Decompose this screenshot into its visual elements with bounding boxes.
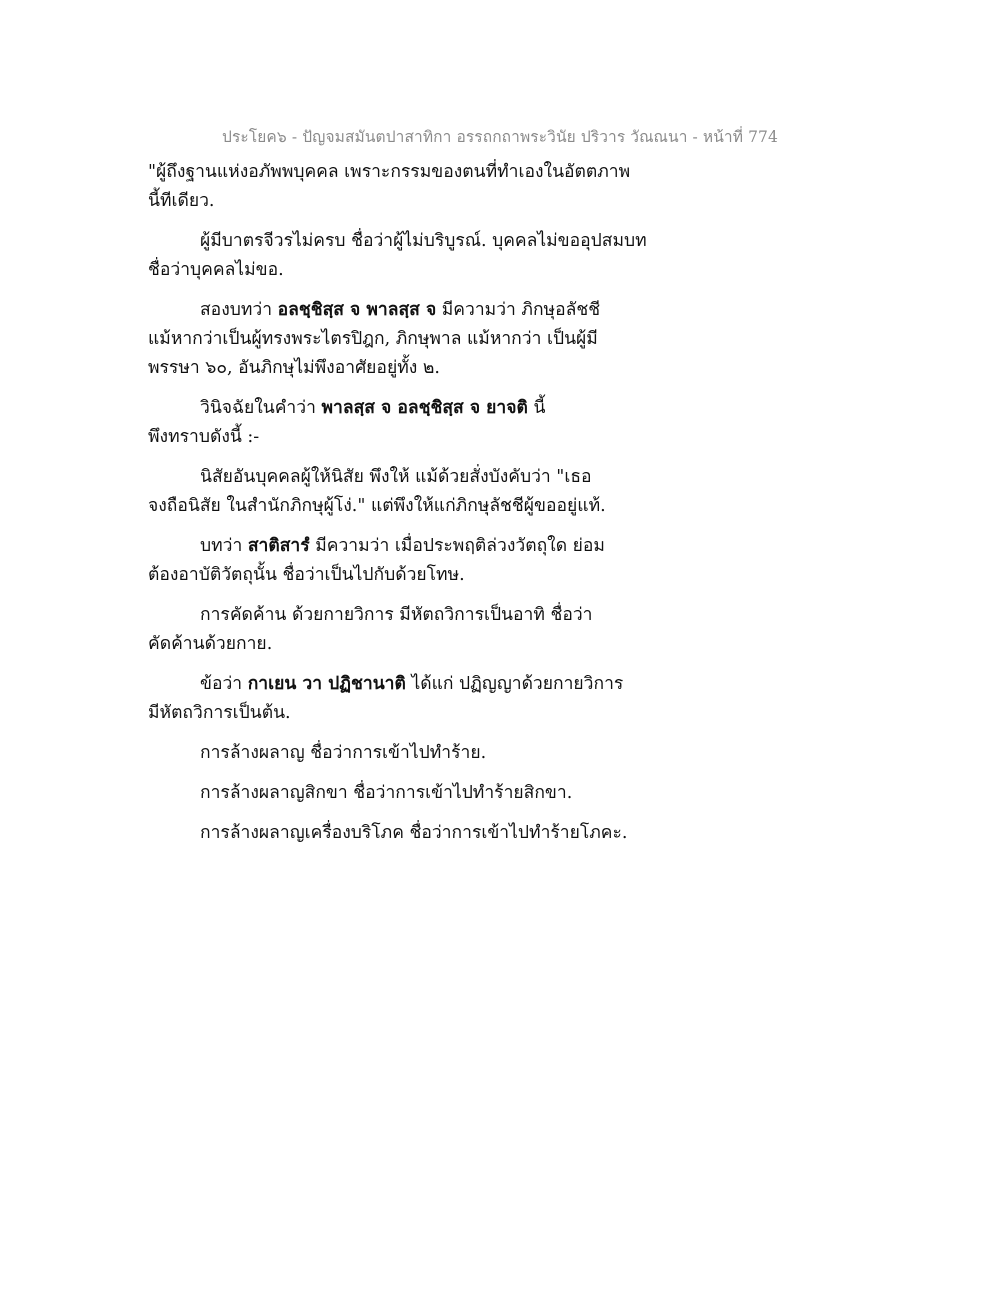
text-line (148, 296, 708, 325)
paragraph (148, 739, 708, 768)
text-line (148, 670, 708, 699)
text-line (148, 561, 708, 590)
paragraph (148, 227, 708, 285)
text-segment: พึงทราบดังนี้ :- (148, 427, 260, 447)
text-line (148, 532, 708, 561)
text-line (148, 227, 708, 256)
text-segment: พรรษา ๖๐, อันภิกษุไม่พึงอาศัยอยู่ทั้ง ๒. (148, 358, 440, 378)
text-line (148, 699, 708, 728)
pali-term: อลชฺชิสฺส จ พาลสฺส จ (277, 300, 437, 320)
pali-term: กาเยน วา ปฏิชานาติ (247, 674, 406, 694)
text-segment: จงถือนิสัย ในสำนักภิกษุผู้โง่." แต่พึงให้แก่ภิกษุลัชชีผู้ขออยู่แท้. (148, 496, 606, 516)
text-segment: ต้องอาบัติวัตถุนั้น ชื่อว่าเป็นไปกับด้วยโทษ. (148, 565, 465, 585)
text-line (148, 394, 708, 423)
text-segment: การล้างผลาญเครื่องบริโภค ชื่อว่าการเข้าไปทำร้ายโภคะ. (200, 823, 628, 843)
text-line (148, 423, 708, 452)
paragraph (148, 670, 708, 728)
paragraph (148, 394, 708, 452)
text-segment: แม้หากว่าเป็นผู้ทรงพระไตรปิฎก, ภิกษุพาล แม้หากว่า เป็นผู้มี (148, 329, 598, 349)
text-segment: นิสัยอันบุคคลผู้ให้นิสัย พึงให้ แม้ด้วยสั่งบังคับว่า "เธอ (200, 467, 592, 487)
text-line (148, 187, 708, 216)
text-line (148, 492, 708, 521)
text-segment: การล้างผลาญสิกขา ชื่อว่าการเข้าไปทำร้ายสิกขา. (200, 783, 573, 803)
text-segment: "ผู้ถึงฐานแห่งอภัพพบุคคล เพราะกรรมของตนที่ทำเองในอัตตภาพ (148, 162, 631, 182)
text-line (148, 779, 708, 808)
text-line (148, 630, 708, 659)
text-segment: ข้อว่า (200, 674, 248, 694)
text-segment: นี้ (527, 398, 546, 418)
text-segment: มีความว่า ภิกษุอลัชชี (436, 300, 601, 320)
text-segment: การคัดค้าน ด้วยกายวิการ มีหัตถวิการเป็นอาทิ ชื่อว่า (200, 605, 593, 625)
paragraph (148, 158, 708, 216)
text-segment: วินิจฉัยในคำว่า (200, 398, 322, 418)
text-segment: การล้างผลาญ ชื่อว่าการเข้าไปทำร้าย. (200, 743, 487, 763)
text-segment: คัดค้านด้วยกาย. (148, 634, 273, 654)
text-segment: นี้ทีเดียว. (148, 191, 215, 211)
paragraph (148, 532, 708, 590)
paragraph (148, 779, 708, 808)
pali-term: สาติสารํ (247, 536, 310, 556)
text-segment: สองบทว่า (200, 300, 278, 320)
text-segment: ผู้มีบาตรจีวรไม่ครบ ชื่อว่าผู้ไม่บริบูรณ์. บุคคลไม่ขออุปสมบท (200, 231, 647, 251)
pali-term: พาลสฺส จ อลชฺชิสฺส จ ยาจติ (321, 398, 528, 418)
paragraph (148, 296, 708, 383)
paragraph (148, 601, 708, 659)
paragraph (148, 819, 708, 848)
text-segment: บทว่า (200, 536, 248, 556)
text-line (148, 256, 708, 285)
page-header: ประโยค๖ - ปัญจมสมันตปาสาทิกา อรรถกถาพระวินัย ปริวาร วัณณนา - หน้าที่ 774 (222, 128, 778, 146)
text-line (148, 354, 708, 383)
paragraph (148, 463, 708, 521)
text-line (148, 158, 708, 187)
text-line (148, 739, 708, 768)
text-line (148, 819, 708, 848)
text-segment: มีความว่า เมื่อประพฤติล่วงวัตถุใด ย่อม (309, 536, 605, 556)
text-line (148, 325, 708, 354)
text-segment: ชื่อว่าบุคคลไม่ขอ. (148, 260, 284, 280)
document-body (148, 158, 708, 859)
text-line (148, 463, 708, 492)
text-segment: ได้แก่ ปฏิญญาด้วยกายวิการ (405, 674, 624, 694)
text-segment: มีหัตถวิการเป็นต้น. (148, 703, 291, 723)
text-line (148, 601, 708, 630)
